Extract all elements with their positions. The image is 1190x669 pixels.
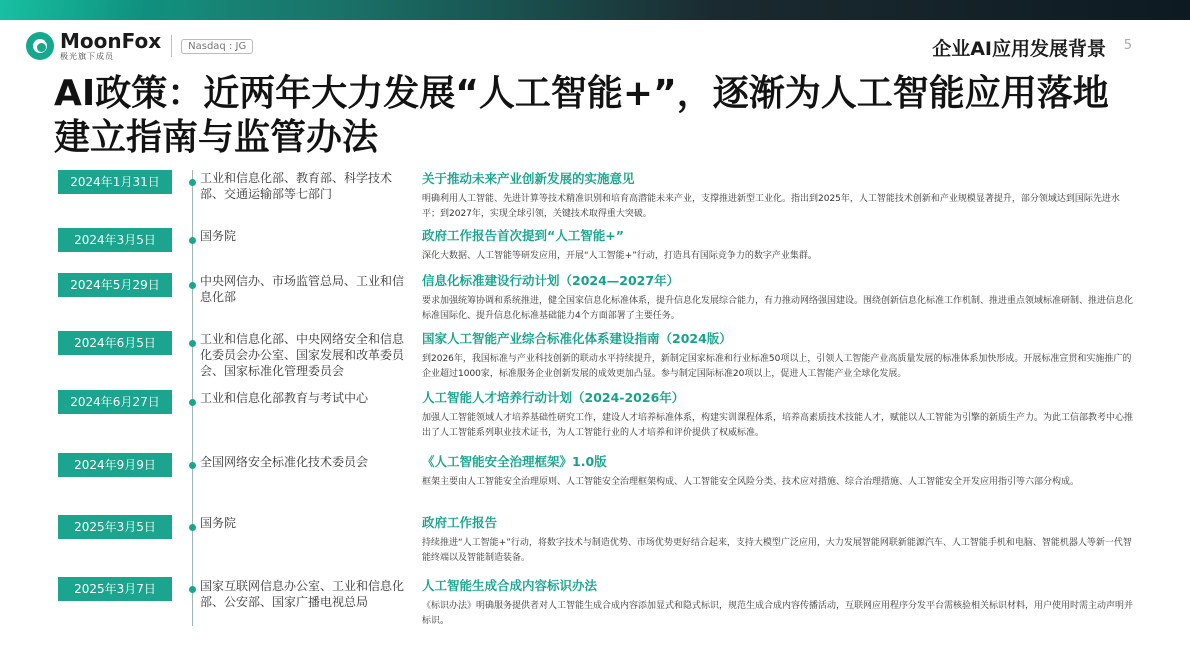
- timeline-date: 2025年3月5日: [58, 515, 172, 539]
- logo-name: MoonFox: [60, 29, 162, 53]
- policy-description: 加强人工智能领域人才培养基础性研究工作，建设人才培养标准体系，构建实训课程体系，培养高素质技术技能人才，赋能以人工智能为引擎的新质生产力。为此工信部教考中心推出了人工智能系列职业技术证书，为人工智能行业的人才培养和评价提供了权威标准。: [422, 413, 1134, 438]
- timeline-date: 2024年1月31日: [58, 170, 172, 194]
- timeline-date: 2024年6月5日: [58, 331, 172, 355]
- policy-title: 《人工智能安全治理框架》1.0版: [422, 454, 607, 469]
- policy-description: 明确利用人工智能、先进计算等技术精准识别和培育高潜能未来产业，支撑推进新型工业化。指出到2025年，人工智能技术创新和产业规模显著提升，部分领域达到国际先进水平；到2027年，实现全球引领，关键技术取得重大突破。: [422, 194, 1120, 219]
- policy-title: 人工智能生成合成内容标识办法: [422, 578, 598, 593]
- issuing-org: 工业和信息化部、教育部、科学技术部、交通运输部等七部门: [200, 171, 393, 201]
- issuing-org: 国务院: [200, 516, 237, 530]
- logo-subtitle: 极光旗下成员: [60, 52, 114, 61]
- policy-description: 持续推进“人工智能+”行动，将数字技术与制造优势、市场优势更好结合起来，支持大模型广泛应用，大力发展智能网联新能源汽车、人工智能手机和电脑、智能机器人等新一代智能终端以及智能制造装备。: [422, 538, 1132, 563]
- timeline-dot: [189, 586, 196, 593]
- policy-description: 框架主要由人工智能安全治理原则、人工智能安全治理框架构成、人工智能安全风险分类、技术应对措施、综合治理措施、人工智能安全开发应用指引等六部分构成。: [422, 477, 1080, 487]
- timeline-date: 2024年5月29日: [58, 273, 172, 297]
- logo-divider: [171, 35, 172, 57]
- timeline-dot: [189, 524, 196, 531]
- policy-description: 《标识办法》明确服务提供者对人工智能生成合成内容添加显式和隐式标识，规范生成合成内容传播活动，互联网应用程序分发平台需核验相关标识材料，用户使用时需主动声明并标识。: [422, 601, 1134, 626]
- policy-description: 深化大数据、人工智能等研发应用，开展“人工智能+”行动，打造具有国际竞争力的数字产业集群。: [422, 251, 817, 261]
- timeline-dot: [189, 179, 196, 186]
- policy-description: 要求加强统筹协调和系统推进，健全国家信息化标准体系，提升信息化发展综合能力，有力推动网络强国建设。围绕创新信息化标准工作机制、推进重点领域标准研制、推进信息化标准国际化、提升信息化标准基础能力4个方面部署了主要任务。: [422, 296, 1134, 321]
- policy-title: 国家人工智能产业综合标准化体系建设指南（2024版）: [422, 331, 732, 346]
- issuing-org: 工业和信息化部、中央网络安全和信息化委员会办公室、国家发展和改革委员会、国家标准化管理委员会: [200, 332, 405, 378]
- issuing-org: 全国网络安全标准化技术委员会: [200, 455, 369, 469]
- nasdaq-badge: Nasdaq : JG: [181, 39, 253, 54]
- timeline-date: 2025年3月7日: [58, 577, 172, 601]
- issuing-org: 工业和信息化部教育与考试中心: [200, 391, 369, 405]
- timeline-dot: [189, 340, 196, 347]
- timeline-date: 2024年6月27日: [58, 390, 172, 414]
- policy-title: 人工智能人才培养行动计划（2024-2026年）: [422, 390, 685, 405]
- timeline-dot: [189, 237, 196, 244]
- policy-title: 信息化标准建设行动计划（2024—2027年）: [422, 273, 680, 288]
- timeline-dot: [189, 462, 196, 469]
- issuing-org: 国务院: [200, 229, 237, 243]
- timeline-date: 2024年3月5日: [58, 228, 172, 252]
- page-title: AI政策：近两年大力发展“人工智能+”，逐渐为人工智能应用落地建立指南与监管办法: [54, 73, 1109, 158]
- issuing-org: 国家互联网信息办公室、工业和信息化部、公安部、国家广播电视总局: [200, 579, 405, 609]
- policy-title: 政府工作报告: [422, 515, 498, 530]
- moonfox-logo-icon: [26, 32, 54, 60]
- policy-description: 到2026年，我国标准与产业科技创新的联动水平持续提升，新制定国家标准和行业标准50项以上，引领人工智能产业高质量发展的标准体系加快形成。开展标准宣贯和实施推广的企业超过1000家，标准服务企业创新发展的成效更加凸显。参与制定国际标准20项以上，促进人工智能产业全球化发展。: [422, 354, 1132, 379]
- timeline-dot: [189, 282, 196, 289]
- page-number: 5: [1123, 38, 1132, 53]
- timeline-dot: [189, 399, 196, 406]
- section-title: 企业AI应用发展背景: [932, 38, 1106, 60]
- top-banner-accent: [0, 0, 210, 20]
- policy-title: 政府工作报告首次提到“人工智能+”: [422, 228, 624, 243]
- issuing-org: 中央网信办、市场监管总局、工业和信息化部: [200, 274, 405, 304]
- policy-title: 关于推动未来产业创新发展的实施意见: [422, 171, 635, 186]
- timeline-date: 2024年9月9日: [58, 453, 172, 477]
- moonfox-logo: [26, 30, 253, 62]
